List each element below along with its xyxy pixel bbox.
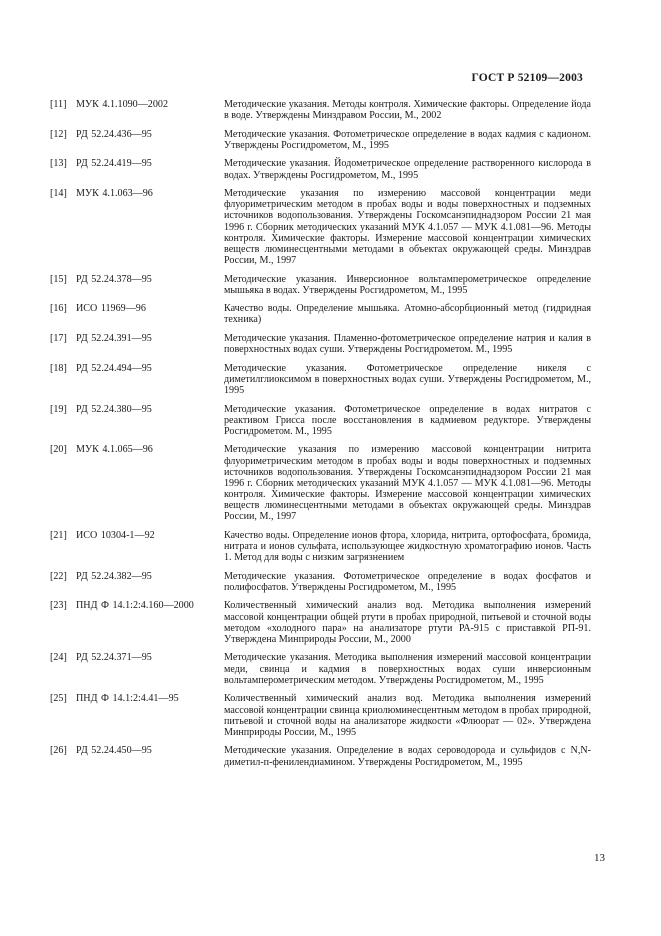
reference-code: ПНД Ф 14.1:2:4.41—95 (76, 693, 179, 705)
reference-description: Качество воды. Определение ионов фтора, хлорида, нитрита, ортофосфата, бромида, нитрата и ионов сульфата, использующее жидкостную хроматографию ионов. Часть 1. Метод для воды с низким загрязнением (224, 529, 591, 564)
reference-list (50, 99, 591, 775)
reference-code: МУК 4.1.063—96 (76, 188, 153, 200)
reference-code: ПНД Ф 14.1:2:4.160—2000 (76, 600, 194, 612)
reference-number: [25] (50, 693, 67, 705)
reference-description: Методические указания. Определение в водах сероводорода и сульфидов с N,N-диметил-п-фенилендиамином. Утверждены Росгидрометом, М., 1995 (224, 745, 591, 768)
reference-code: РД 52.24.391—95 (76, 333, 152, 344)
reference-description: Методические указания. Инверсионное вольтамперометрическое определение мышьяка в водах. Утверждены Росгидрометом, М., 1995 (224, 273, 591, 296)
reference-item (50, 745, 591, 767)
reference-number: [17] (50, 333, 67, 344)
reference-code: МУК 4.1.065—96 (76, 444, 153, 456)
reference-item (50, 363, 591, 396)
reference-item (50, 158, 591, 180)
reference-code: РД 52.24.494—95 (76, 362, 152, 374)
reference-code: ИСО 11969—96 (76, 303, 146, 315)
reference-item (50, 600, 591, 645)
reference-item (50, 303, 591, 325)
reference-description: Методические указания. Пламенно-фотометрическое определение натрия и калия в поверхностных водах суши. Утверждены Росгидрометом. М., 1995 (224, 333, 591, 356)
reference-code: РД 52.24.382—95 (76, 570, 152, 582)
reference-description: Методические указания. Фотометрическое определение в водах кадмия с кадионом. Утверждены Росгидрометом, М., 1995 (224, 128, 591, 151)
reference-code: МУК 4.1.1090—2002 (76, 99, 168, 110)
reference-description: Количественный химический анализ вод. Методика выполнения измерений массовой концентрации свинца криолюминесцентным методом в пробах природной, питьевой и сточной воды на анализаторе жидкости «Флюорат — 02». Утверждена Минприроды России, М., 1995 (224, 693, 591, 738)
reference-code: РД 52.24.371—95 (76, 652, 152, 664)
reference-code: РД 52.24.378—95 (76, 273, 152, 285)
document-header: ГОСТ Р 52109—2003 (471, 72, 583, 84)
reference-description: Методические указания. Методика выполнения измерений массовой концентрации меди, свинца и кадмия в поверхностных водах суши инверсионным вольтамперометрическим методом. Утверждены Росгидрометом, М., 1995 (224, 652, 591, 686)
reference-number: [12] (50, 128, 67, 140)
reference-number: [26] (50, 745, 67, 757)
reference-item (50, 274, 591, 296)
reference-code: РД 52.24.380—95 (76, 403, 152, 415)
reference-number: [21] (50, 529, 67, 541)
reference-number: [11] (50, 99, 67, 110)
reference-description: Методические указания по измерению массовой концентрации меди флуориметрическим методом в пробах воды и воды поверхностных и подземных источников водопользования. Утверждены Госкомсанэпиднадзором России 21 мая 1996 г. Сборник методических указаний МУК 4.1.057 — МУК 4.1.081—96. Методы контроля. Химические факторы. Измерение массовой концентрации химических веществ люминесцентными методами в объектах окружающей среды. Минздрав России, М., 1997 (224, 188, 591, 267)
reference-number: [19] (50, 403, 67, 415)
reference-number: [18] (50, 362, 67, 374)
reference-item (50, 99, 591, 121)
reference-number: [13] (50, 158, 67, 170)
reference-description: Количественный химический анализ вод. Методика выполнения измерений массовой концентрации общей ртути в пробах природной, питьевой и сточной воды методом «холодного пара» на анализаторе ртути РА-915 с приставкой РП-91. Утверждена Минприроды России, М., 2000 (224, 600, 591, 645)
reference-item (50, 404, 591, 437)
reference-number: [24] (50, 652, 67, 664)
reference-number: [16] (50, 303, 67, 315)
reference-item (50, 188, 591, 266)
reference-description: Методические указания. Методы контроля. Химические факторы. Определение йода в воде. Утверждены Минздравом России, М., 2002 (224, 99, 591, 122)
reference-item (50, 129, 591, 151)
reference-number: [22] (50, 570, 67, 582)
reference-number: [14] (50, 188, 67, 200)
reference-description: Методические указания. Фотометрическое определение в водах нитратов с реактивом Грисса после восстановления в кадмиевом редукторе. Утверждены Росгидрометом. М., 1995 (224, 403, 591, 437)
reference-item (50, 693, 591, 738)
reference-code: ИСО 10304-1—92 (76, 529, 155, 541)
reference-code: РД 52.24.450—95 (76, 745, 152, 757)
reference-code: РД 52.24.419—95 (76, 158, 152, 170)
reference-number: [23] (50, 600, 67, 612)
reference-description: Качество воды. Определение мышьяка. Атомно-абсорбционный метод (гидридная техника) (224, 303, 591, 326)
reference-item (50, 530, 591, 563)
reference-description: Методические указания. Йодометрическое определение растворенного кислорода в водах. Утверждены Росгидрометом, М., 1995 (224, 158, 591, 181)
reference-description: Методические указания по измерению массовой концентрации нитрита флуориметрическим методом в пробах воды и воды поверхностных и подземных источников водопользования. Утверждены Госкомсанэпиднадзором России 21 мая 1996 г. Сборник методических указаний МУК 4.1.057 — МУК 4.1.081—96. Методы контроля. Химические факторы. Измерение массовой концентрации химических веществ люминесцентными методами в объектах окружающей среды. Минздрав России, М., 1997 (224, 444, 591, 523)
reference-number: [20] (50, 444, 67, 456)
reference-item (50, 444, 591, 522)
page-number: 13 (594, 852, 605, 864)
reference-item (50, 333, 591, 355)
reference-description: Методические указания. Фотометрическое определение никеля с диметилглиоксимом в поверхностных водах суши. Утверждены Росгидрометом, М., 1995 (224, 362, 591, 397)
reference-description: Методические указания. Фотометрическое определение в водах фосфатов и полифосфатов. Утверждены Росгидрометом, М., 1995 (224, 570, 591, 593)
reference-code: РД 52.24.436—95 (76, 128, 152, 140)
reference-item (50, 652, 591, 685)
reference-number: [15] (50, 273, 67, 285)
reference-item (50, 571, 591, 593)
